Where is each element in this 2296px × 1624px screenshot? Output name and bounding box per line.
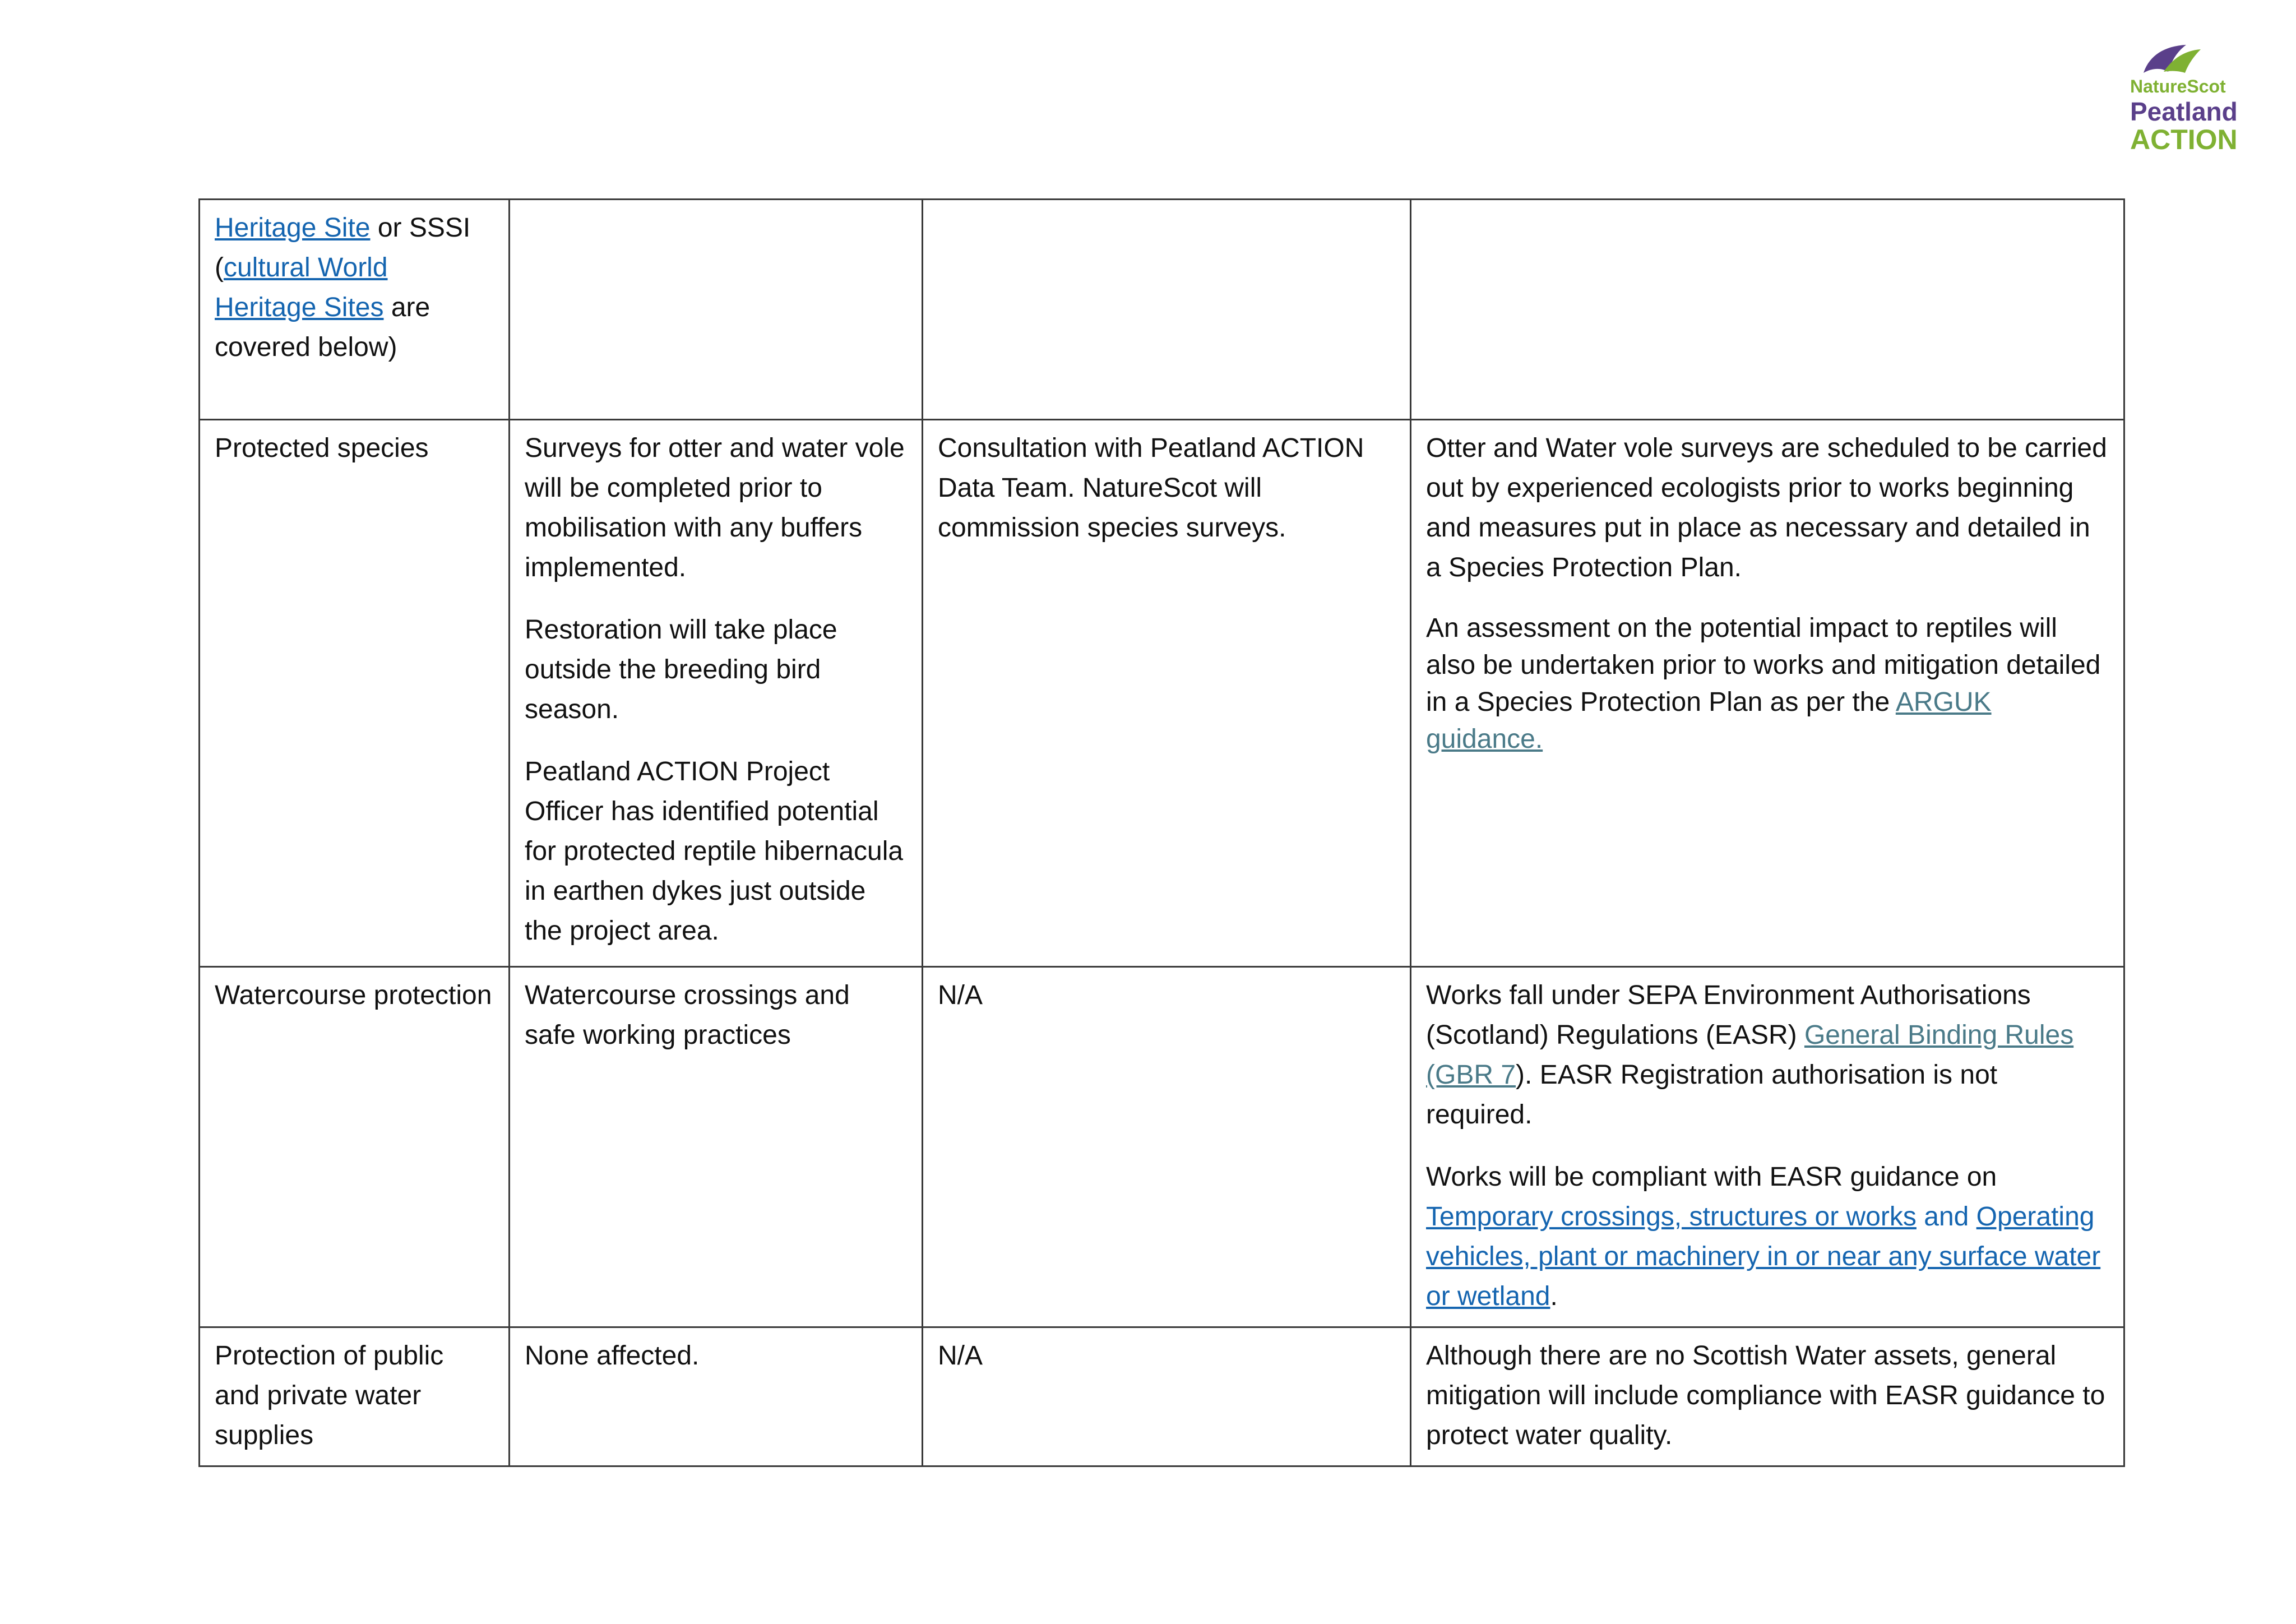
table-cell bbox=[1411, 967, 2124, 1327]
cell-text: None affected. bbox=[525, 1341, 700, 1371]
table-cell bbox=[200, 967, 510, 1327]
cell-text: N/A bbox=[938, 980, 983, 1010]
table-cell bbox=[200, 420, 510, 967]
cell-paragraph: Peatland ACTION Project Officer has identified potential for protected reptile hibernacula in earthen dykes just outside the project area. bbox=[525, 757, 904, 946]
general-binding-rules-link[interactable]: General Binding Rules (GBR 7 bbox=[1426, 1020, 2074, 1090]
table-cell bbox=[510, 200, 923, 420]
table-cell bbox=[1411, 1327, 2124, 1466]
mitigation-table bbox=[198, 198, 2125, 1467]
leaf-icon bbox=[2141, 39, 2203, 76]
cell-text: and bbox=[1916, 1202, 1976, 1232]
table-row bbox=[200, 1327, 2124, 1466]
temporary-crossings-link[interactable]: Temporary crossings, structures or works bbox=[1426, 1202, 1917, 1232]
cell-paragraph bbox=[1426, 610, 2109, 758]
arguk-guidance-link[interactable]: ARGUK guidance. bbox=[1426, 687, 1992, 754]
cell-text: An assessment on the potential impact to reptiles will also be undertaken prior to works and mitigation detailed in a Species Protection Plan as per the bbox=[1426, 613, 2101, 717]
table-row bbox=[200, 420, 2124, 967]
table-cell bbox=[510, 1327, 923, 1466]
row-heading: Protection of public and private water supplies bbox=[215, 1341, 444, 1450]
cell-paragraph bbox=[1426, 1157, 2109, 1316]
cell-text: Works fall under SEPA Environment Authorisations (Scotland) Regulations (EASR) bbox=[1426, 980, 2031, 1050]
table-cell bbox=[923, 420, 1411, 967]
table-cell bbox=[200, 200, 510, 420]
cell-text: Although there are no Scottish Water assets, general mitigation will include compliance with EASR guidance to protect water quality. bbox=[1426, 1341, 2105, 1450]
cell-text: N/A bbox=[938, 1341, 983, 1371]
cell-text: Works will be compliant with EASR guidance on bbox=[1426, 1162, 1997, 1192]
cell-text: or SSSI ( bbox=[215, 213, 471, 283]
cell-paragraph: Surveys for otter and water vole will be completed prior to mobilisation with any buffers implemented. bbox=[525, 433, 905, 582]
table-cell bbox=[923, 967, 1411, 1327]
cell-text: Watercourse crossings and safe working practices bbox=[525, 980, 850, 1050]
table-cell bbox=[510, 420, 923, 967]
cell-paragraph: Otter and Water vole surveys are scheduled to be carried out by experienced ecologists prior to works beginning and measures put in place as necessary and detailed in a Species Protection Plan. bbox=[1426, 433, 2107, 582]
table-cell bbox=[1411, 420, 2124, 967]
cell-paragraph bbox=[1426, 975, 2109, 1135]
table-cell bbox=[1411, 200, 2124, 420]
table-row bbox=[200, 967, 2124, 1327]
table-cell bbox=[923, 1327, 1411, 1466]
row-heading: Watercourse protection bbox=[215, 980, 492, 1010]
naturescot-peatland-action-logo bbox=[2130, 39, 2259, 157]
logo-line-action: ACTION bbox=[2130, 124, 2238, 155]
cell-text: . bbox=[1550, 1281, 1558, 1311]
logo-line-peatland: Peatland bbox=[2130, 97, 2238, 126]
table-cell bbox=[510, 967, 923, 1327]
cell-text: ). EASR Registration authorisation is not required. bbox=[1426, 1060, 1998, 1130]
table-row bbox=[200, 200, 2124, 420]
cell-text: Consultation with Peatland ACTION Data Team. NatureScot will commission species surveys. bbox=[938, 433, 1364, 543]
table-cell bbox=[923, 200, 1411, 420]
row-heading: Protected species bbox=[215, 433, 429, 463]
cell-paragraph: Restoration will take place outside the breeding bird season. bbox=[525, 615, 837, 724]
cell-text: are covered below) bbox=[215, 293, 430, 362]
logo-line-naturescot: NatureScot bbox=[2130, 76, 2226, 96]
operating-vehicles-link[interactable]: Operating vehicles, plant or machinery in or near any surface water or wetland bbox=[1426, 1202, 2101, 1311]
cultural-world-heritage-sites-link[interactable]: cultural World Heritage Sites bbox=[215, 253, 388, 322]
table-cell bbox=[200, 1327, 510, 1466]
heritage-site-link[interactable]: Heritage Site bbox=[215, 213, 371, 243]
